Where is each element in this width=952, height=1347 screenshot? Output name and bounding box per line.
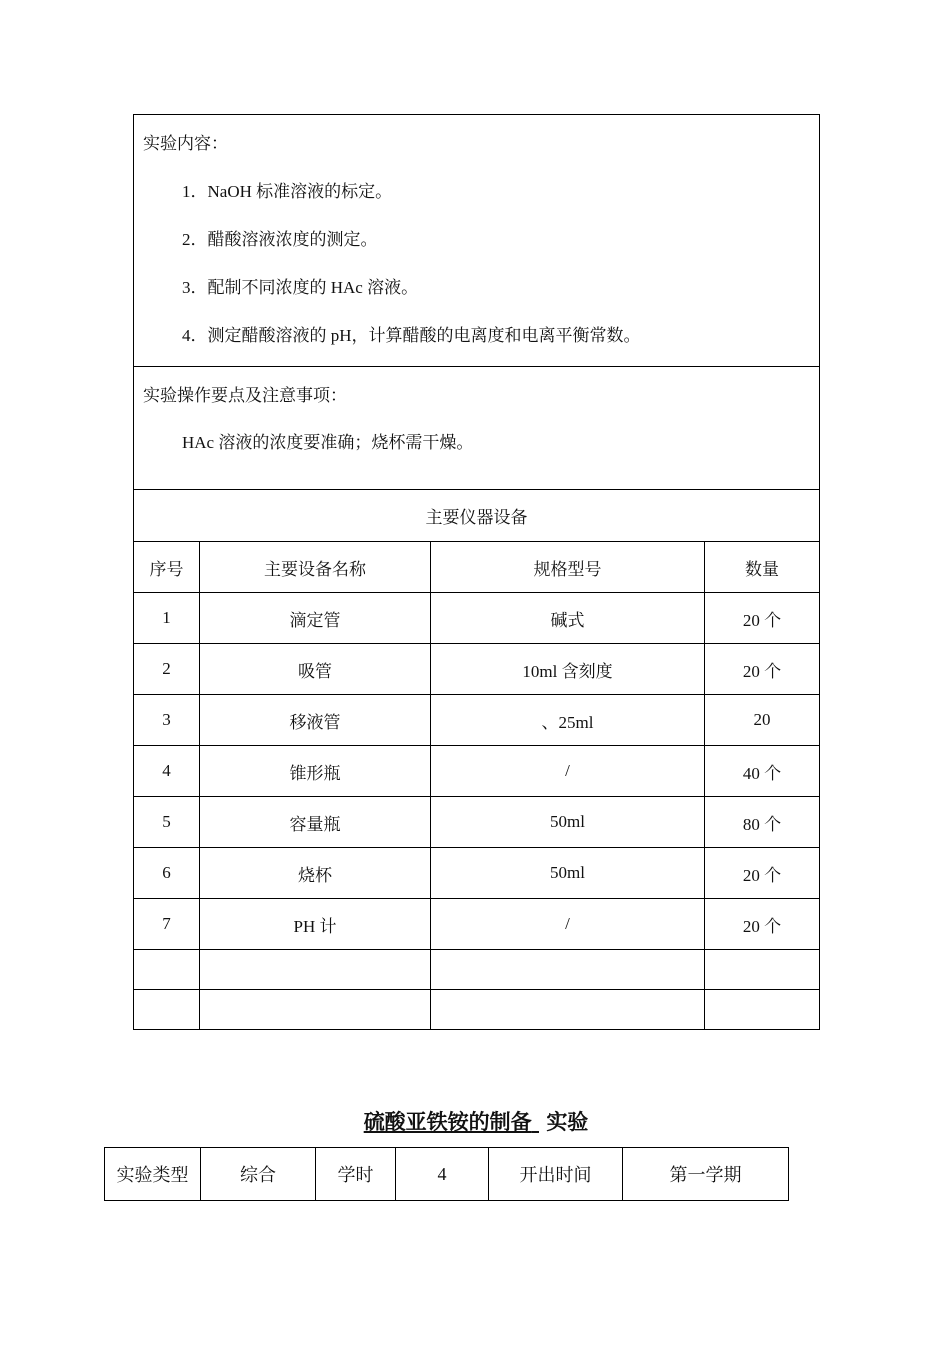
col-header-name: 主要设备名称 (200, 542, 431, 593)
equipment-header-row (134, 542, 820, 593)
empty-cell (134, 950, 200, 990)
cell-name: 吸管 (200, 644, 431, 695)
cell-spec: 50ml (431, 797, 705, 848)
info-type-value: 综合 (201, 1148, 316, 1201)
col-header-index: 序号 (134, 542, 200, 593)
cell-index: 4 (134, 746, 200, 797)
cell-qty: 20 个 (705, 593, 820, 644)
empty-cell (431, 950, 705, 990)
cell-name: 烧杯 (200, 848, 431, 899)
next-experiment-name: 硫酸亚铁铵的制备 (363, 1110, 532, 1134)
table-row (134, 899, 820, 950)
cell-qty: 20 (705, 695, 820, 746)
experiment-content-label: 实验内容： (143, 134, 228, 154)
info-hours-value: 4 (396, 1148, 489, 1201)
cell-qty: 40 个 (705, 746, 820, 797)
cell-spec: / (431, 746, 705, 797)
col-header-spec: 规格型号 (431, 542, 705, 593)
cell-spec: 10ml 含刻度 (431, 644, 705, 695)
empty-row (134, 990, 820, 1030)
cell-spec: 碱式 (431, 593, 705, 644)
table-row (134, 797, 820, 848)
table-row (134, 695, 820, 746)
col-header-qty: 数量 (705, 542, 820, 593)
empty-cell (431, 990, 705, 1030)
cell-index: 2 (134, 644, 200, 695)
info-time-label: 开出时间 (489, 1148, 623, 1201)
info-time-value: 第一学期 (623, 1148, 789, 1201)
content-item: 2．醋酸溶液浓度的测定。 (182, 230, 378, 249)
content-item: 4．测定醋酸溶液的 pH，计算醋酸的电离度和电离平衡常数。 (182, 326, 641, 345)
table-row (134, 746, 820, 797)
cell-index: 6 (134, 848, 200, 899)
cell-qty: 20 个 (705, 848, 820, 899)
empty-cell (200, 950, 431, 990)
cell-spec: 50ml (431, 848, 705, 899)
cell-index: 3 (134, 695, 200, 746)
cell-name: 滴定管 (200, 593, 431, 644)
notes-text: HAc 溶液的浓度要准确；烧杯需干燥。 (182, 433, 474, 452)
cell-name: 锥形瓶 (200, 746, 431, 797)
next-experiment-title (0, 1106, 952, 1136)
empty-cell (705, 950, 820, 990)
cell-spec: / (431, 899, 705, 950)
experiment-table (133, 114, 820, 1030)
table-row (134, 848, 820, 899)
empty-cell (200, 990, 431, 1030)
cell-qty: 20 个 (705, 644, 820, 695)
cell-name: 容量瓶 (200, 797, 431, 848)
info-row (105, 1148, 789, 1201)
info-type-label: 实验类型 (105, 1148, 201, 1201)
table-row (134, 593, 820, 644)
empty-row (134, 950, 820, 990)
notes-label: 实验操作要点及注意事项： (143, 386, 347, 406)
info-hours-label: 学时 (316, 1148, 396, 1201)
content-item: 3．配制不同浓度的 HAc 溶液。 (182, 278, 419, 297)
cell-index: 1 (134, 593, 200, 644)
cell-index: 7 (134, 899, 200, 950)
cell-qty: 20 个 (705, 899, 820, 950)
cell-index: 5 (134, 797, 200, 848)
cell-qty: 80 个 (705, 797, 820, 848)
cell-name: 移液管 (200, 695, 431, 746)
empty-cell (705, 990, 820, 1030)
table-row (134, 644, 820, 695)
cell-name: PH 计 (200, 899, 431, 950)
experiment-info-table (104, 1147, 789, 1201)
empty-cell (134, 990, 200, 1030)
experiment-content-cell (134, 115, 820, 367)
equipment-title: 主要仪器设备 (134, 490, 820, 542)
next-experiment-suffix: 实验 (546, 1110, 589, 1134)
content-item: 1．NaOH 标准溶液的标定。 (182, 182, 393, 201)
cell-spec: 、25ml (431, 695, 705, 746)
notes-cell (134, 367, 820, 490)
